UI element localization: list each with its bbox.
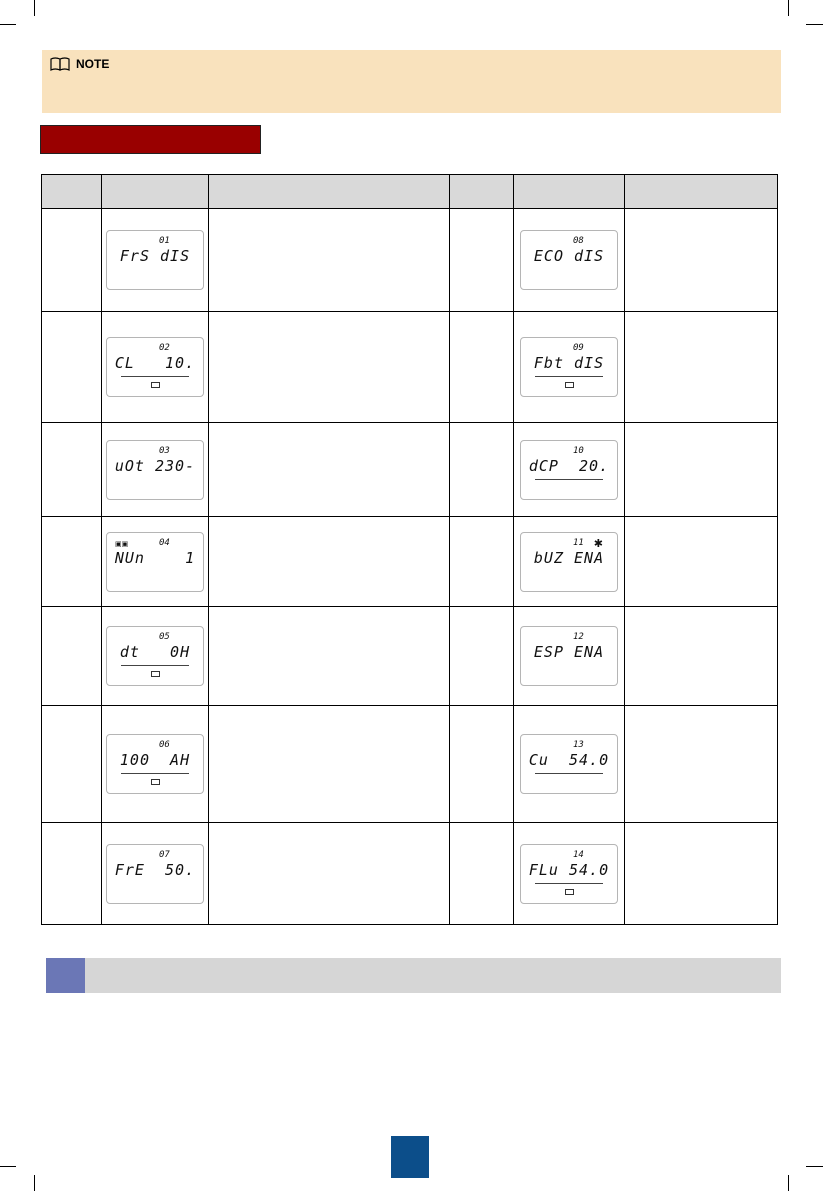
lcd-divider — [535, 883, 603, 884]
lcd-setting-code: 12 — [573, 632, 584, 642]
lcd-display — [520, 337, 618, 397]
description-cell — [625, 312, 778, 423]
lcd-cell — [102, 423, 209, 517]
index-cell — [42, 607, 102, 706]
lcd-setting-code: 03 — [159, 445, 170, 456]
lcd-setting-value: Cu 54.0 — [528, 751, 610, 769]
battery-icon — [565, 889, 574, 895]
bluetooth-icon: ✱ — [593, 537, 603, 550]
index-cell — [42, 823, 102, 925]
note-box — [42, 50, 781, 113]
lcd-display — [520, 532, 618, 592]
lcd-cell — [514, 312, 625, 423]
crop-mark — [0, 24, 16, 25]
description-cell — [625, 607, 778, 706]
header-cell — [42, 175, 102, 209]
table-row — [42, 823, 778, 925]
index-cell — [450, 209, 514, 312]
crop-mark — [34, 0, 35, 16]
lcd-divider — [121, 773, 189, 774]
index-cell — [42, 312, 102, 423]
lcd-display — [106, 337, 204, 397]
battery-icon — [151, 671, 160, 677]
battery-icon — [151, 382, 160, 388]
index-cell — [42, 517, 102, 607]
header-cell — [209, 175, 450, 209]
note-header — [50, 57, 109, 71]
description-cell — [209, 312, 450, 423]
lcd-setting-value: Fbt dIS — [533, 354, 605, 372]
battery-icon — [151, 779, 160, 785]
lcd-setting-value: FrS dIS — [119, 247, 191, 265]
table-row — [42, 209, 778, 312]
lcd-display — [520, 626, 618, 686]
description-cell — [625, 209, 778, 312]
header-cell — [102, 175, 209, 209]
description-cell — [209, 607, 450, 706]
lcd-setting-value: uOt 230- — [114, 456, 196, 475]
crop-mark — [788, 1175, 789, 1191]
settings-table — [41, 174, 778, 925]
lcd-setting-value: CL 10. — [114, 354, 196, 372]
table-row — [42, 423, 778, 517]
section-title-bar — [46, 958, 781, 993]
description-cell — [209, 423, 450, 517]
lcd-cell — [514, 209, 625, 312]
lcd-setting-code: 11 — [573, 537, 584, 548]
table-row — [42, 706, 778, 823]
lcd-cell — [102, 607, 209, 706]
lcd-divider — [535, 479, 603, 480]
lcd-setting-value: dt 0H — [119, 643, 191, 661]
lcd-setting-code: 05 — [159, 632, 170, 642]
description-cell — [209, 517, 450, 607]
page-number-box — [391, 1136, 429, 1178]
table-row — [42, 517, 778, 607]
lcd-display — [520, 440, 618, 500]
lcd-divider — [121, 376, 189, 377]
description-cell — [209, 823, 450, 925]
lcd-display — [106, 844, 204, 904]
lcd-setting-code: 10 — [573, 445, 584, 456]
lcd-setting-code: 14 — [573, 849, 584, 860]
crop-mark — [0, 1166, 16, 1167]
lcd-setting-value: ECO dIS — [533, 247, 605, 265]
lcd-divider — [121, 665, 189, 666]
crop-mark — [788, 0, 789, 16]
description-cell — [625, 517, 778, 607]
description-cell — [625, 423, 778, 517]
lcd-cell — [102, 823, 209, 925]
index-cell — [42, 706, 102, 823]
description-cell — [209, 209, 450, 312]
description-cell — [625, 823, 778, 925]
lcd-setting-value: FrE 50. — [114, 860, 196, 879]
lcd-status-icons: ▣▣ — [115, 540, 129, 548]
header-cell — [625, 175, 778, 209]
crop-mark — [806, 24, 823, 25]
lcd-display — [106, 440, 204, 500]
index-cell — [450, 706, 514, 823]
lcd-setting-code: 01 — [159, 236, 170, 246]
lcd-divider — [535, 376, 603, 377]
table-row — [42, 607, 778, 706]
crop-mark — [34, 1175, 35, 1191]
lcd-setting-value: FLu 54.0 — [528, 860, 610, 879]
lcd-setting-value: 100 AH — [119, 751, 191, 769]
book-icon — [50, 57, 70, 71]
lcd-setting-code: 02 — [159, 343, 170, 353]
lcd-setting-value: ESP ENA — [533, 643, 605, 661]
battery-icon — [565, 382, 574, 388]
index-cell — [450, 607, 514, 706]
lcd-cell — [514, 706, 625, 823]
lcd-setting-code: 04 — [159, 537, 170, 548]
index-cell — [450, 823, 514, 925]
section-header-bar — [40, 125, 261, 154]
lcd-display — [520, 734, 618, 794]
index-cell — [450, 517, 514, 607]
header-cell — [450, 175, 514, 209]
lcd-setting-code: 08 — [573, 236, 584, 246]
description-cell — [209, 706, 450, 823]
lcd-cell — [514, 607, 625, 706]
lcd-setting-value: dCP 20. — [528, 456, 610, 475]
lcd-setting-code: 13 — [573, 740, 584, 750]
lcd-cell — [102, 706, 209, 823]
lcd-setting-code: 06 — [159, 740, 170, 750]
table-row — [42, 312, 778, 423]
lcd-display — [520, 230, 618, 290]
lcd-cell — [102, 209, 209, 312]
lcd-cell — [514, 423, 625, 517]
lcd-display — [520, 844, 618, 904]
crop-mark — [806, 1166, 823, 1167]
note-title: NOTE — [76, 57, 110, 71]
description-cell — [625, 706, 778, 823]
index-cell — [42, 423, 102, 517]
lcd-cell — [514, 823, 625, 925]
lcd-cell — [102, 517, 209, 607]
lcd-setting-value: bUZ ENA — [533, 548, 605, 567]
header-cell — [514, 175, 625, 209]
lcd-display — [106, 734, 204, 794]
lcd-setting-code: 09 — [573, 343, 584, 353]
table-header-row — [42, 175, 778, 209]
section-number-box — [46, 958, 85, 993]
lcd-divider — [535, 773, 603, 774]
lcd-cell — [102, 312, 209, 423]
index-cell — [42, 209, 102, 312]
index-cell — [450, 423, 514, 517]
lcd-cell — [514, 517, 625, 607]
lcd-display — [106, 626, 204, 686]
lcd-display — [106, 230, 204, 290]
index-cell — [450, 312, 514, 423]
lcd-setting-code: 07 — [159, 849, 170, 860]
lcd-setting-value: NUn 1 — [114, 548, 196, 567]
lcd-display — [106, 532, 204, 592]
